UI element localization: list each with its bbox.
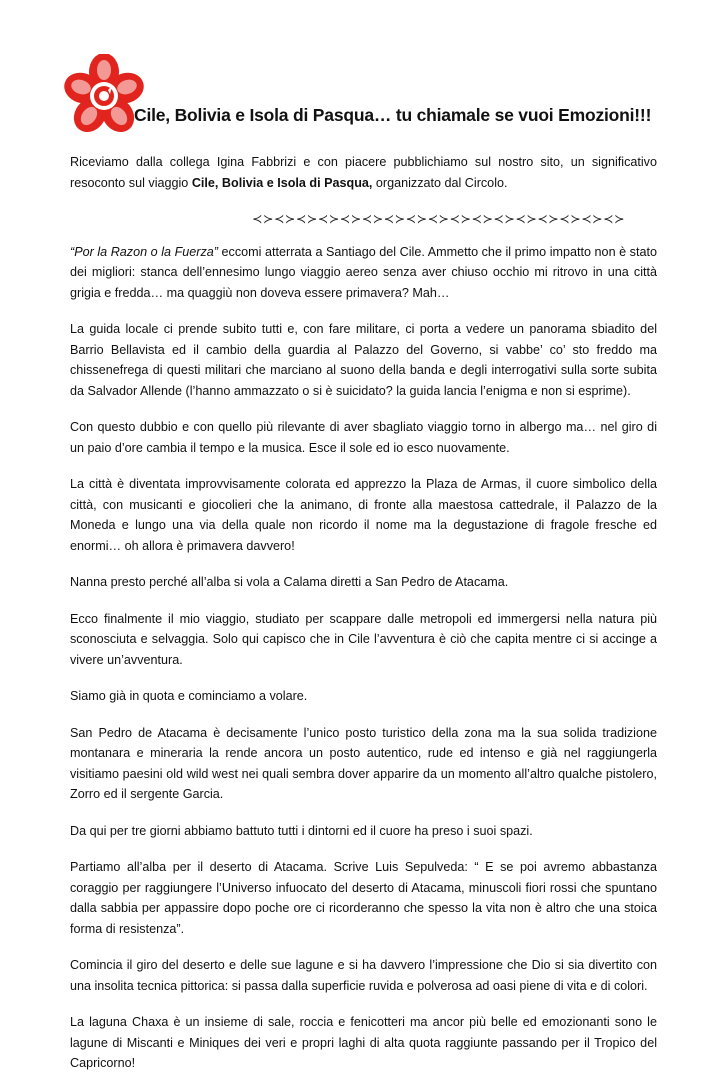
paragraph-11: Comincia il giro del deserto e delle sue lagune e si ha davvero l’impressione che Dio si sia divertito con una insolita tecnica pittorica: si passa dalla superficie ruvida e polverosa ad oasi piene di vita e di colori.	[70, 958, 657, 993]
paragraph-2: La guida locale ci prende subito tutti e, con fare militare, ci porta a vedere un panorama sbiadito del Barrio Bellavista ed il cambio della guardia al Palazzo del Governo, si vabbe’ co’ sto freddo ma chissenefrega di questi militari che marciano al suono della banda e degli interrogativi sulla sorte subita da Salvador Allende (l’hanno ammazzato o si è suicidato? la guida lancia l’enigma e non si esprime).	[70, 322, 657, 398]
intro-text: Riceviamo dalla collega Igina Fabbrizi e con piacere pubblichiamo sul nostro sito, un significativo resoconto sul viaggio	[70, 155, 657, 190]
paragraph-9: Da qui per tre giorni abbiamo battuto tutti i dintorni ed il cuore ha preso i suoi spazi.	[70, 823, 533, 838]
paragraph-8: San Pedro de Atacama è decisamente l’unico posto turistico della zona ma la sua solida tradizione montanara e mineraria la rende ancora un posto autentico, rude ed intenso e già nel raggiungerla visitiamo paesini old wild west nei quali sembra dover apparire da un momento all’altro qualche pistolero, Zorro ed il sergente Garcia.	[70, 725, 657, 801]
intro-text-end: organizzato dal Circolo.	[372, 175, 508, 190]
article-body	[70, 152, 657, 1074]
paragraph-5: Nanna presto perché all’alba si vola a Calama diretti a San Pedro de Atacama.	[70, 575, 509, 589]
paragraph-1-text: eccomi atterrata a Santiago del Cile. Ammetto che il primo impatto non è stato dei migliori: stanca dell’ennesimo lungo viaggio aereo senza aver chiuso occhio mi ritrovo in una città grigia e fredda… ma quaggiù non doveva essere primavera? Mah…	[70, 244, 657, 300]
paragraph-1	[70, 242, 657, 304]
ornamental-divider: ≺≻≺≻≺≻≺≻≺≻≺≻≺≻≺≻≺≻≺≻≺≻≺≻≺≻≺≻≺≻≺≻≺≻	[252, 212, 626, 226]
paragraph-3: Con questo dubbio e con quello più rilevante di aver sbagliato viaggio torno in albergo ma… nel giro di un paio d’ore cambia il tempo e la musica. Esce il sole ed io esco nuovamente.	[70, 420, 657, 455]
paragraph-4: La città è diventata improvvisamente colorata ed apprezzo la Plaza de Armas, il cuore simbolico della città, con musicanti e giocolieri che la animano, di fronte alla maestosa cattedrale, il Palazzo de la Moneda e lungo una via della quale non ricordo il nome ma la degustazione di fragole fresche ed enormi… oh allora è primavera davvero!	[70, 477, 657, 553]
paragraph-7: Siamo già in quota e cominciamo a volare.	[70, 689, 308, 703]
intro-trip-name: Cile, Bolivia e Isola di Pasqua,	[191, 175, 373, 190]
paragraph-6: Ecco finalmente il mio viaggio, studiato per scappare dalle metropoli ed immergersi nella natura più sconosciuta e selvaggia. Solo qui capisco che in Cile l’avventura è ciò che capita mentre ci si accinge a vivere un’avventura.	[70, 611, 657, 667]
quote-motto: “Por la Razon o la Fuerza”	[70, 244, 218, 259]
page-title: Cile, Bolivia e Isola di Pasqua… tu chiamale se vuoi Emozioni!!!	[134, 105, 652, 125]
intro-paragraph	[70, 152, 657, 193]
paragraph-12: La laguna Chaxa è un insieme di sale, roccia e fenicotteri ma ancor più belle ed emozionanti sono le lagune di Miscanti e Miniques dei veri e propri laghi di alta quota raggiunte passando per il Tropico del Capricorno!	[70, 1015, 657, 1070]
paragraph-10: Partiamo all’alba per il deserto di Atacama. Scrive Luis Sepulveda: “ E se poi avremo abbastanza coraggio per raggiungere l’Universo infuocato del deserto di Atacama, minuscoli fiori rossi che spuntano dalla sabbia per appassire dopo poche ore ci ricorderanno che spesso la vita non è altro che una stoica forma di resistenza”.	[70, 860, 657, 936]
red-flower-logo	[64, 54, 144, 134]
